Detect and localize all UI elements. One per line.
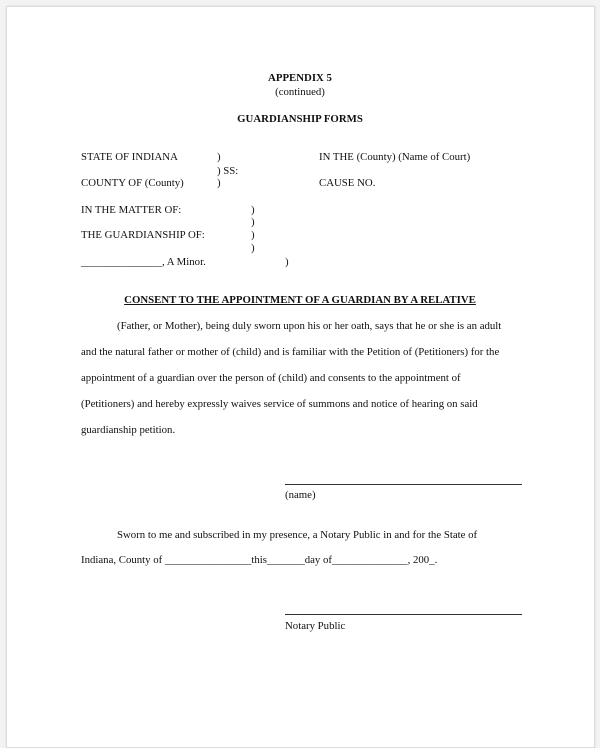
caption-paren: ) (251, 204, 255, 216)
consent-paragraph-line: guardianship petition. (81, 424, 176, 436)
caption-paren: ) (217, 177, 221, 189)
notary-public-label: Notary Public (285, 620, 346, 632)
forms-title: GUARDIANSHIP FORMS (237, 113, 363, 125)
signature-name-label: (name) (285, 489, 316, 501)
caption-paren: ) (251, 229, 255, 241)
ss-label: ) SS: (217, 165, 239, 177)
caption-paren: ) (251, 242, 255, 254)
matter-label: IN THE MATTER OF: (81, 204, 182, 216)
guardianship-label: THE GUARDIANSHIP OF: (81, 229, 205, 241)
consent-paragraph-line: (Father, or Mother), being duly sworn upon his or her oath, says that he or she is an adult (117, 320, 502, 332)
consent-paragraph-line: and the natural father or mother of (child) and is familiar with the Petition of (Petitioners) for the (81, 346, 500, 358)
caption-paren: ) (217, 151, 221, 163)
notary-signature-line (285, 614, 522, 615)
cause-number-label: CAUSE NO. (319, 177, 376, 189)
consent-title: CONSENT TO THE APPOINTMENT OF A GUARDIAN BY A RELATIVE (124, 294, 476, 306)
signature-line (285, 484, 522, 485)
court-label: IN THE (County) (Name of Court) (319, 151, 471, 163)
appendix-heading: APPENDIX 5 (268, 72, 332, 84)
minor-line: _______________, A Minor. (81, 256, 206, 268)
caption-paren: ) (251, 216, 255, 228)
continued-note: (continued) (275, 86, 325, 98)
consent-paragraph-line: (Petitioners) and hereby expressly waives service of summons and notice of hearing on said (81, 398, 478, 410)
notary-paragraph-line: Indiana, County of ________________this_______day of______________, 200_. (81, 554, 438, 566)
notary-paragraph-line: Sworn to me and subscribed in my presence, a Notary Public in and for the State of (117, 529, 478, 541)
consent-paragraph-line: appointment of a guardian over the person of (child) and consents to the appointment of (81, 372, 461, 384)
caption-paren: ) (285, 256, 289, 268)
state-label: STATE OF INDIANA (81, 151, 178, 163)
county-label: COUNTY OF (County) (81, 177, 184, 189)
